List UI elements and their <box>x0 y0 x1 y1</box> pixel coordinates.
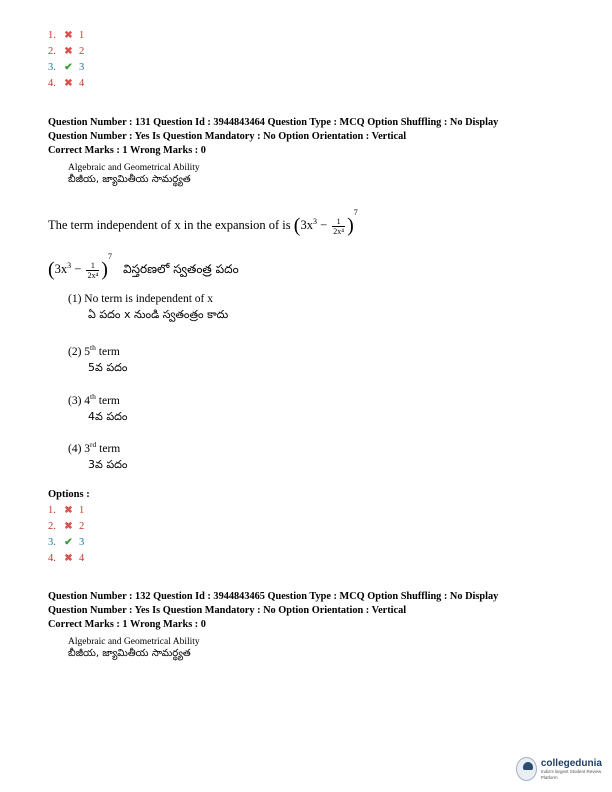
cross-icon: ✖ <box>64 46 73 57</box>
option-value: 1 <box>79 30 85 41</box>
stem-fraction <box>332 217 345 236</box>
check-icon: ✔ <box>64 62 73 73</box>
cross-icon: ✖ <box>64 553 73 564</box>
option-value: 2 <box>79 46 85 57</box>
question-stem-english <box>48 208 358 238</box>
choice-label-pre: (4) 3 <box>68 442 91 455</box>
choice-telugu: 5వ పదం <box>88 360 128 374</box>
question-meta-line2: Question Number : Yes Is Question Mandatory : No Option Orientation : Vertical <box>48 605 407 616</box>
subject-label <box>68 636 200 660</box>
stem-fraction <box>86 261 99 280</box>
option-row <box>48 535 84 551</box>
question-marks-line: Correct Marks : 1 Wrong Marks : 0 <box>48 145 206 156</box>
options-label: Options : <box>48 489 90 500</box>
open-paren: ( <box>48 258 55 281</box>
choice-4 <box>68 437 127 473</box>
cross-icon: ✖ <box>64 505 73 516</box>
subject-english: Algebraic and Geometrical Ability <box>68 163 200 173</box>
option-value: 4 <box>79 78 85 89</box>
stem-base: 3x <box>54 262 68 276</box>
subject-telugu: బీజీయ, జ్యామితీయ సామర్థ్యత <box>68 174 191 185</box>
options-list <box>48 503 84 567</box>
subject-telugu: బీజీయ, జ్యామితీయ సామర్థ్యత <box>68 648 191 659</box>
choice-label-post: term <box>95 394 120 407</box>
choice-label-post: term <box>95 345 120 358</box>
close-paren: ) <box>101 258 108 281</box>
choice-telugu: 3వ పదం <box>88 457 128 471</box>
fraction-denominator: 2x⁴ <box>87 270 99 280</box>
choice-sup: rd <box>90 440 97 449</box>
choice-label-pre: (3) 4 <box>68 394 91 407</box>
fraction-numerator: 1 <box>86 261 99 271</box>
close-paren: ) <box>347 214 354 237</box>
stem-minus: − <box>320 218 328 232</box>
stem-power: 7 <box>107 252 112 261</box>
choice-label-post: term <box>96 442 121 455</box>
option-number: 3. <box>48 537 56 548</box>
option-number: 3. <box>48 62 56 73</box>
choice-sup: th <box>90 392 96 401</box>
stem-exponent: 3 <box>312 216 317 226</box>
stem-minus: − <box>74 262 82 276</box>
stem-power: 7 <box>353 208 358 217</box>
option-row <box>48 551 84 567</box>
option-number: 2. <box>48 521 56 532</box>
open-paren: ( <box>293 214 301 237</box>
question-132-header <box>48 590 498 632</box>
option-value: 1 <box>79 505 85 516</box>
choice-label-pre: (2) 5 <box>68 345 91 358</box>
fraction-numerator: 1 <box>332 217 345 227</box>
question-meta-line1: Question Number : 131 Question Id : 3944843464 Question Type : MCQ Option Shuffling : No Display <box>48 117 499 128</box>
choice-telugu: 4వ పదం <box>88 409 128 423</box>
stem-text: The term independent of x in the expansion of is <box>48 218 291 232</box>
choice-telugu: ఏ పదం x నుండి స్వతంత్రం కాదు <box>88 308 229 321</box>
stem-base: 3x <box>300 218 313 232</box>
option-row <box>48 519 84 535</box>
question-marks-line: Correct Marks : 1 Wrong Marks : 0 <box>48 619 206 630</box>
question-meta-line2: Question Number : Yes Is Question Mandatory : No Option Orientation : Vertical <box>48 131 407 142</box>
top-options-list <box>48 28 84 92</box>
check-icon: ✔ <box>64 537 73 548</box>
question-meta-line1: Question Number : 132 Question Id : 3944843465 Question Type : MCQ Option Shuffling : No Display <box>48 591 499 602</box>
cross-icon: ✖ <box>64 78 73 89</box>
option-row <box>48 76 84 92</box>
option-value: 3 <box>79 62 85 73</box>
choice-1 <box>68 291 228 323</box>
choice-2 <box>68 340 127 376</box>
fraction-denominator: 2x⁴ <box>333 226 345 236</box>
stem-telugu-text: విస్తరణలో స్వతంత్ర పదం <box>123 262 239 276</box>
collegedunia-logo <box>516 752 608 786</box>
question-stem-telugu <box>48 252 239 282</box>
option-number: 4. <box>48 553 56 564</box>
option-row <box>48 60 84 76</box>
logo-tagline: India's largest Student Review Platform <box>540 768 602 780</box>
option-value: 2 <box>79 521 85 532</box>
question-131-header <box>48 116 498 158</box>
cross-icon: ✖ <box>64 30 73 41</box>
option-number: 1. <box>48 505 56 516</box>
option-value: 3 <box>79 537 85 548</box>
logo-text <box>541 758 608 781</box>
option-row <box>48 503 84 519</box>
graduate-avatar-icon <box>516 757 537 781</box>
option-number: 4. <box>48 78 56 89</box>
option-value: 4 <box>79 553 85 564</box>
stem-exponent: 3 <box>67 260 72 270</box>
option-number: 2. <box>48 46 56 57</box>
option-row <box>48 28 84 44</box>
subject-label <box>68 162 200 186</box>
subject-english: Algebraic and Geometrical Ability <box>68 637 200 647</box>
choice-sup: th <box>90 343 96 352</box>
cross-icon: ✖ <box>64 521 73 532</box>
choice-label: (1) No term is independent of x <box>68 293 213 305</box>
logo-name: collegedunia <box>540 757 602 769</box>
choice-3 <box>68 389 127 425</box>
option-row <box>48 44 84 60</box>
option-number: 1. <box>48 30 56 41</box>
